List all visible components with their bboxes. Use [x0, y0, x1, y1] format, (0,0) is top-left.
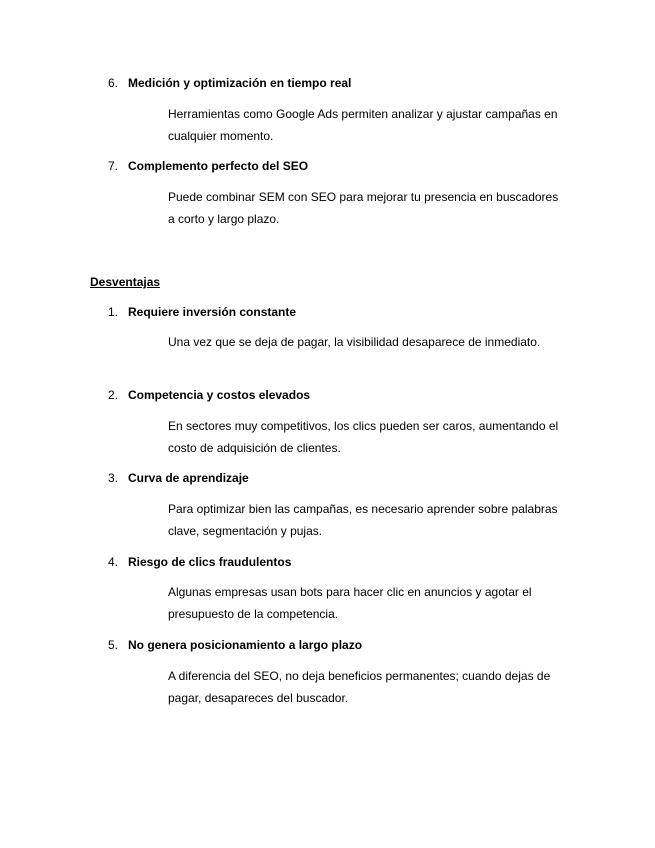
list-item-description: Herramientas como Google Ads permiten analizar y ajustar campañas en cualquier momento. [168, 107, 558, 143]
list-number: 4. [108, 555, 119, 569]
list-item-title [108, 74, 588, 92]
list-item-description: Para optimizar bien las campañas, es necesario aprender sobre palabras clave, segmentación y pujas. [168, 502, 558, 538]
list-item-description: En sectores muy competitivos, los clics pueden ser caros, aumentando el costo de adquisición de clientes. [168, 419, 559, 455]
list-number: 3. [108, 471, 119, 485]
list-item-title [108, 303, 588, 321]
list-number: 2. [108, 388, 119, 402]
list-item-title [108, 469, 588, 487]
list-number: 7. [108, 159, 119, 173]
list-item-heading: Complemento perfecto del SEO [128, 159, 309, 173]
list-item-heading: No genera posicionamiento a largo plazo [128, 638, 363, 652]
list-item-heading: Riesgo de clics fraudulentos [128, 555, 292, 569]
list-item-description: A diferencia del SEO, no deja beneficios permanentes; cuando dejas de pagar, desapareces del buscador. [168, 669, 551, 705]
list-item-title [108, 157, 588, 175]
list-number: 1. [108, 305, 119, 319]
list-number: 6. [108, 76, 119, 90]
section-heading: Desventajas [90, 275, 161, 289]
list-item-heading: Medición y optimización en tiempo real [128, 76, 352, 90]
list-item-description: Puede combinar SEM con SEO para mejorar tu presencia en buscadores a corto y largo plazo. [168, 190, 559, 226]
list-number: 5. [108, 638, 119, 652]
list-item-title [108, 386, 588, 404]
list-item-description: Algunas empresas usan bots para hacer clic en anuncios y agotar el presupuesto de la competencia. [168, 585, 532, 621]
list-item-title [108, 636, 588, 654]
list-item-description: Una vez que se deja de pagar, la visibilidad desaparece de inmediato. [168, 335, 541, 349]
list-item-title [108, 553, 588, 571]
list-item-heading: Curva de aprendizaje [128, 471, 249, 485]
list-item-heading: Requiere inversión constante [128, 305, 297, 319]
list-item-heading: Competencia y costos elevados [128, 388, 311, 402]
